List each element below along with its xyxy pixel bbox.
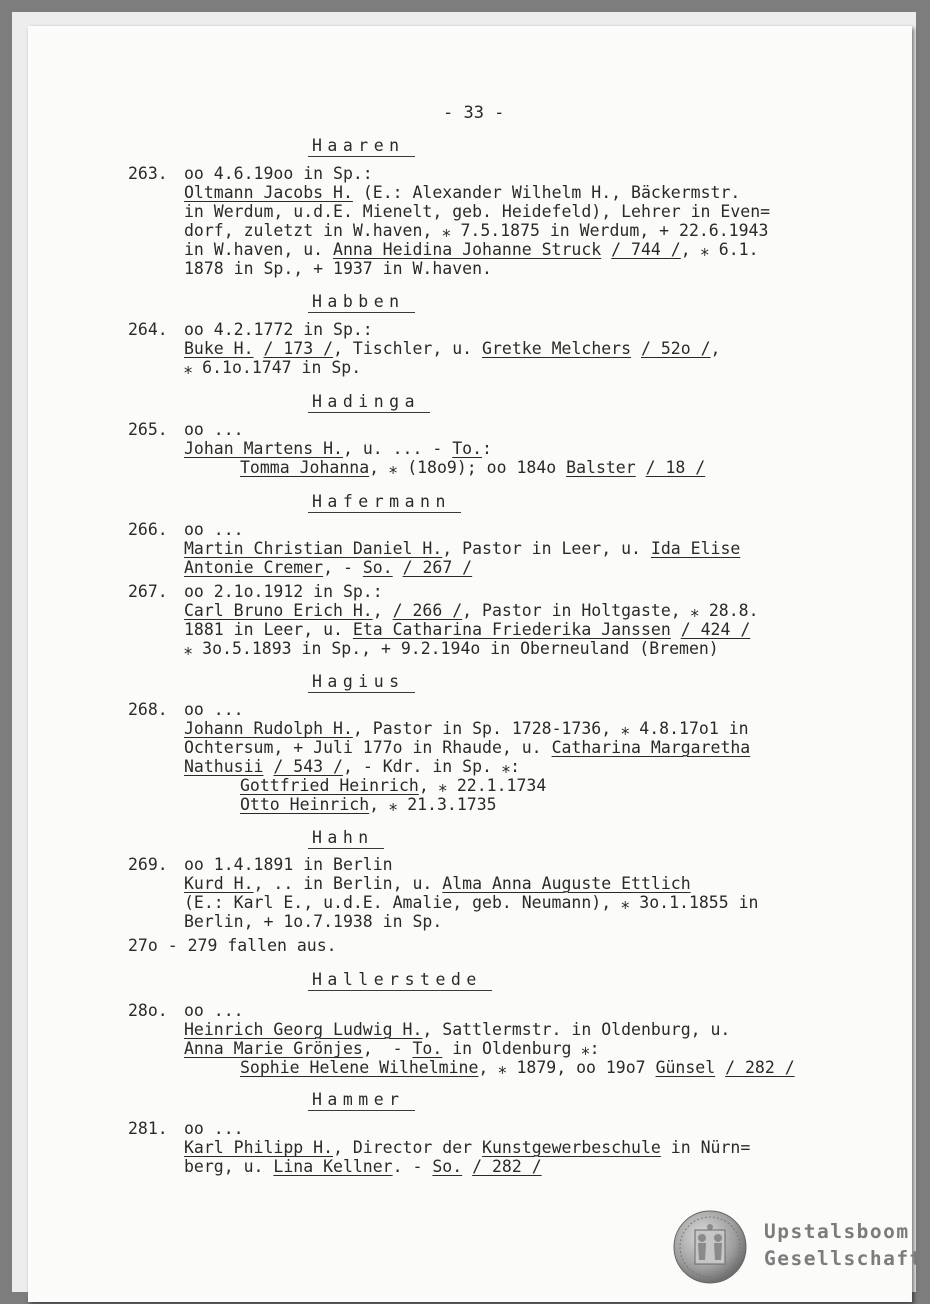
institution-name: Kunstgewerbeschule — [482, 1138, 661, 1157]
person-name: Lina Kellner — [273, 1157, 393, 1176]
person-name: Martin Christian Daniel H. — [184, 539, 443, 558]
entry-text: 1881 in Leer, u. — [184, 620, 353, 639]
entry-number-265: 265. — [128, 420, 168, 439]
entry-text — [254, 339, 264, 358]
section-heading-hammer: Hammer — [308, 1090, 415, 1111]
section-heading-hagius: Hagius — [308, 672, 415, 693]
entry-text: berg, u. — [184, 1157, 274, 1176]
section-heading-hahn: Hahn — [308, 828, 384, 849]
entry-number-264: 264. — [128, 320, 168, 339]
entry-267-line — [184, 620, 750, 639]
entry-text: , u. ... - — [342, 439, 453, 458]
cross-reference: / 18 / — [645, 458, 706, 477]
entry-text: , ⁎ 6.1. — [680, 240, 759, 259]
entry-268-line — [184, 757, 520, 776]
entry-text: Ochtersum, + Juli 177o in Rhaude, u. — [184, 738, 552, 757]
entry-264-line: ⁎ 6.1o.1747 in Sp. — [184, 358, 362, 377]
person-name: Catharina Margaretha — [551, 738, 751, 757]
entry-263-line — [184, 240, 759, 259]
entry-text: , .. in Berlin, u. — [253, 874, 443, 893]
entry-text: , Director der — [333, 1138, 483, 1157]
person-name: Heinrich Georg Ludwig H. — [184, 1020, 423, 1039]
entry-266-line — [184, 539, 740, 558]
gap-note: 27o - 279 fallen aus. — [128, 936, 337, 955]
entry-268-line — [184, 719, 749, 738]
cross-reference: / 282 / — [725, 1058, 795, 1077]
entry-267-line — [184, 601, 759, 620]
page-number: - 33 - — [443, 103, 505, 123]
entry-text: , ⁎ (18o9); oo 184o — [369, 458, 567, 477]
cross-reference: / 52o / — [641, 339, 711, 358]
entry-280-line — [240, 1058, 795, 1077]
entry-text — [393, 558, 403, 577]
entry-281-line: oo ... — [184, 1119, 244, 1138]
seal-icon — [673, 1210, 747, 1284]
entry-263-line — [184, 183, 740, 202]
section-heading-hafermann: Hafermann — [308, 492, 461, 513]
relation-label: So. — [362, 558, 393, 577]
entry-text — [671, 620, 681, 639]
person-name: Eta Catharina Friederika Janssen — [352, 620, 671, 639]
entry-269-line: (E.: Karl E., u.d.E. Amalie, geb. Neumann), ⁎ 3o.1.1855 in — [184, 893, 759, 912]
entry-265-line — [184, 439, 492, 458]
entry-text — [601, 240, 611, 259]
person-name: Günsel — [655, 1058, 716, 1077]
document-content — [28, 26, 923, 1302]
entry-text: (E.: Alexander Wilhelm H., Bäckermstr. — [352, 183, 741, 202]
person-name: Buke H. — [184, 339, 254, 358]
entry-text: . - — [392, 1157, 433, 1176]
entry-text: , - — [323, 558, 363, 577]
entry-269-line: oo 1.4.1891 in Berlin — [184, 855, 393, 874]
entry-text: , Sattlermstr. in Oldenburg, u. — [422, 1020, 731, 1039]
relation-label: So. — [432, 1157, 463, 1176]
section-heading-hadinga: Hadinga — [308, 392, 430, 413]
entry-text — [636, 458, 646, 477]
entry-269-line: Berlin, + 1o.7.1938 in Sp. — [184, 912, 443, 931]
cross-reference: / 266 / — [392, 601, 463, 620]
section-heading-habben: Habben — [308, 292, 415, 313]
entry-number-266: 266. — [128, 520, 168, 539]
entry-280-line: oo ... — [184, 1001, 244, 1020]
person-name: Gottfried Heinrich — [240, 776, 419, 795]
person-name: Anna Marie Grönjes — [184, 1039, 363, 1058]
entry-text: , Pastor in Sp. 1728-1736, ⁎ 4.8.17o1 in — [352, 719, 749, 738]
entry-281-line — [184, 1157, 542, 1176]
person-name: Antonie Cremer — [184, 558, 324, 577]
person-name: Oltmann Jacobs H. — [184, 183, 353, 202]
entry-268-line — [240, 795, 497, 814]
entry-263-line: 1878 in Sp., + 1937 in W.haven. — [184, 259, 492, 278]
entry-265-line — [240, 458, 705, 477]
entry-267-line: ⁎ 3o.5.1893 in Sp., + 9.2.194o in Oberneuland (Bremen) — [184, 639, 719, 658]
page-frame — [12, 12, 923, 1292]
cross-reference: / 267 / — [402, 558, 473, 577]
section-heading-hallerstede: Hallerstede — [308, 970, 492, 991]
section-heading-haaren: Haaren — [308, 136, 415, 157]
entry-number-267: 267. — [128, 582, 168, 601]
cross-reference: / 543 / — [273, 757, 343, 776]
entry-280-line — [184, 1039, 600, 1058]
person-name: Kurd H. — [184, 874, 254, 893]
entry-text: , — [372, 601, 393, 620]
person-name: Karl Philipp H. — [184, 1138, 334, 1157]
person-name: Alma Anna Auguste Ettlich — [442, 874, 691, 893]
entry-263-line: dorf, zuletzt in W.haven, ⁎ 7.5.1875 in Werdum, + 22.6.1943 — [184, 221, 769, 240]
entry-text — [715, 1058, 725, 1077]
entry-281-line — [184, 1138, 750, 1157]
entry-269-line — [184, 874, 691, 893]
entry-text: , Pastor in Holtgaste, ⁎ 28.8. — [462, 601, 759, 620]
entry-text: in Oldenburg ⁎: — [442, 1039, 600, 1058]
entry-text: in Nürn= — [660, 1138, 751, 1157]
entry-number-280: 28o. — [128, 1001, 168, 1020]
watermark-line-2: Gesellschaft — [764, 1247, 923, 1270]
person-name: Carl Bruno Erich H. — [184, 601, 373, 620]
person-name: Sophie Helene Wilhelmine — [240, 1058, 479, 1077]
entry-266-line — [184, 558, 472, 577]
entry-268-line: oo ... — [184, 700, 244, 719]
entry-268-line — [184, 738, 750, 757]
entry-text: , - — [362, 1039, 413, 1058]
entry-text: , ⁎ 21.3.1735 — [369, 795, 497, 814]
entry-text — [263, 757, 273, 776]
entry-265-line: oo ... — [184, 420, 244, 439]
person-name: Otto Heinrich — [240, 795, 370, 814]
entry-266-line: oo ... — [184, 520, 244, 539]
entry-number-263: 263. — [128, 164, 168, 183]
person-name: Gretke Melchers — [482, 339, 632, 358]
person-name: Johann Rudolph H. — [184, 719, 353, 738]
person-name: Johan Martens H. — [184, 439, 343, 458]
cross-reference: / 744 / — [611, 240, 681, 259]
cross-reference: / 424 / — [680, 620, 751, 639]
entry-267-line: oo 2.1o.1912 in Sp.: — [184, 582, 383, 601]
entry-text: , - Kdr. in Sp. ⁎: — [342, 757, 521, 776]
cross-reference: / 282 / — [472, 1157, 542, 1176]
entry-280-line — [184, 1020, 730, 1039]
entry-text: : — [482, 439, 492, 458]
relation-label: To. — [412, 1039, 443, 1058]
person-name: Nathusii — [184, 757, 264, 776]
entry-text: , Tischler, u. — [333, 339, 483, 358]
entry-268-line — [240, 776, 546, 795]
entry-number-281: 281. — [128, 1119, 168, 1138]
watermark-line-1: Upstalsboom — [764, 1220, 910, 1243]
entry-text: , ⁎ 1879, oo 19o7 — [478, 1058, 656, 1077]
entry-text: , Pastor in Leer, u. — [442, 539, 651, 558]
entry-263-line: oo 4.6.19oo in Sp.: — [184, 164, 373, 183]
person-name: Tomma Johanna — [240, 458, 370, 477]
entry-number-269: 269. — [128, 855, 168, 874]
relation-label: To. — [452, 439, 483, 458]
entry-264-line: oo 4.2.1772 in Sp.: — [184, 320, 373, 339]
entry-text: , — [710, 339, 721, 358]
entry-264-line — [184, 339, 720, 358]
entry-text: , ⁎ 22.1.1734 — [418, 776, 547, 795]
person-name: Anna Heidina Johanne Struck — [333, 240, 602, 259]
entry-263-line: in Werdum, u.d.E. Mienelt, geb. Heidefeld), Lehrer in Even= — [184, 202, 771, 221]
entry-text — [631, 339, 641, 358]
document-page — [28, 26, 923, 1302]
entry-text — [462, 1157, 472, 1176]
entry-text: in W.haven, u. — [184, 240, 334, 259]
person-name: Ida Elise — [650, 539, 741, 558]
entry-number-268: 268. — [128, 700, 168, 719]
person-name: Balster — [566, 458, 636, 477]
cross-reference: / 173 / — [263, 339, 334, 358]
